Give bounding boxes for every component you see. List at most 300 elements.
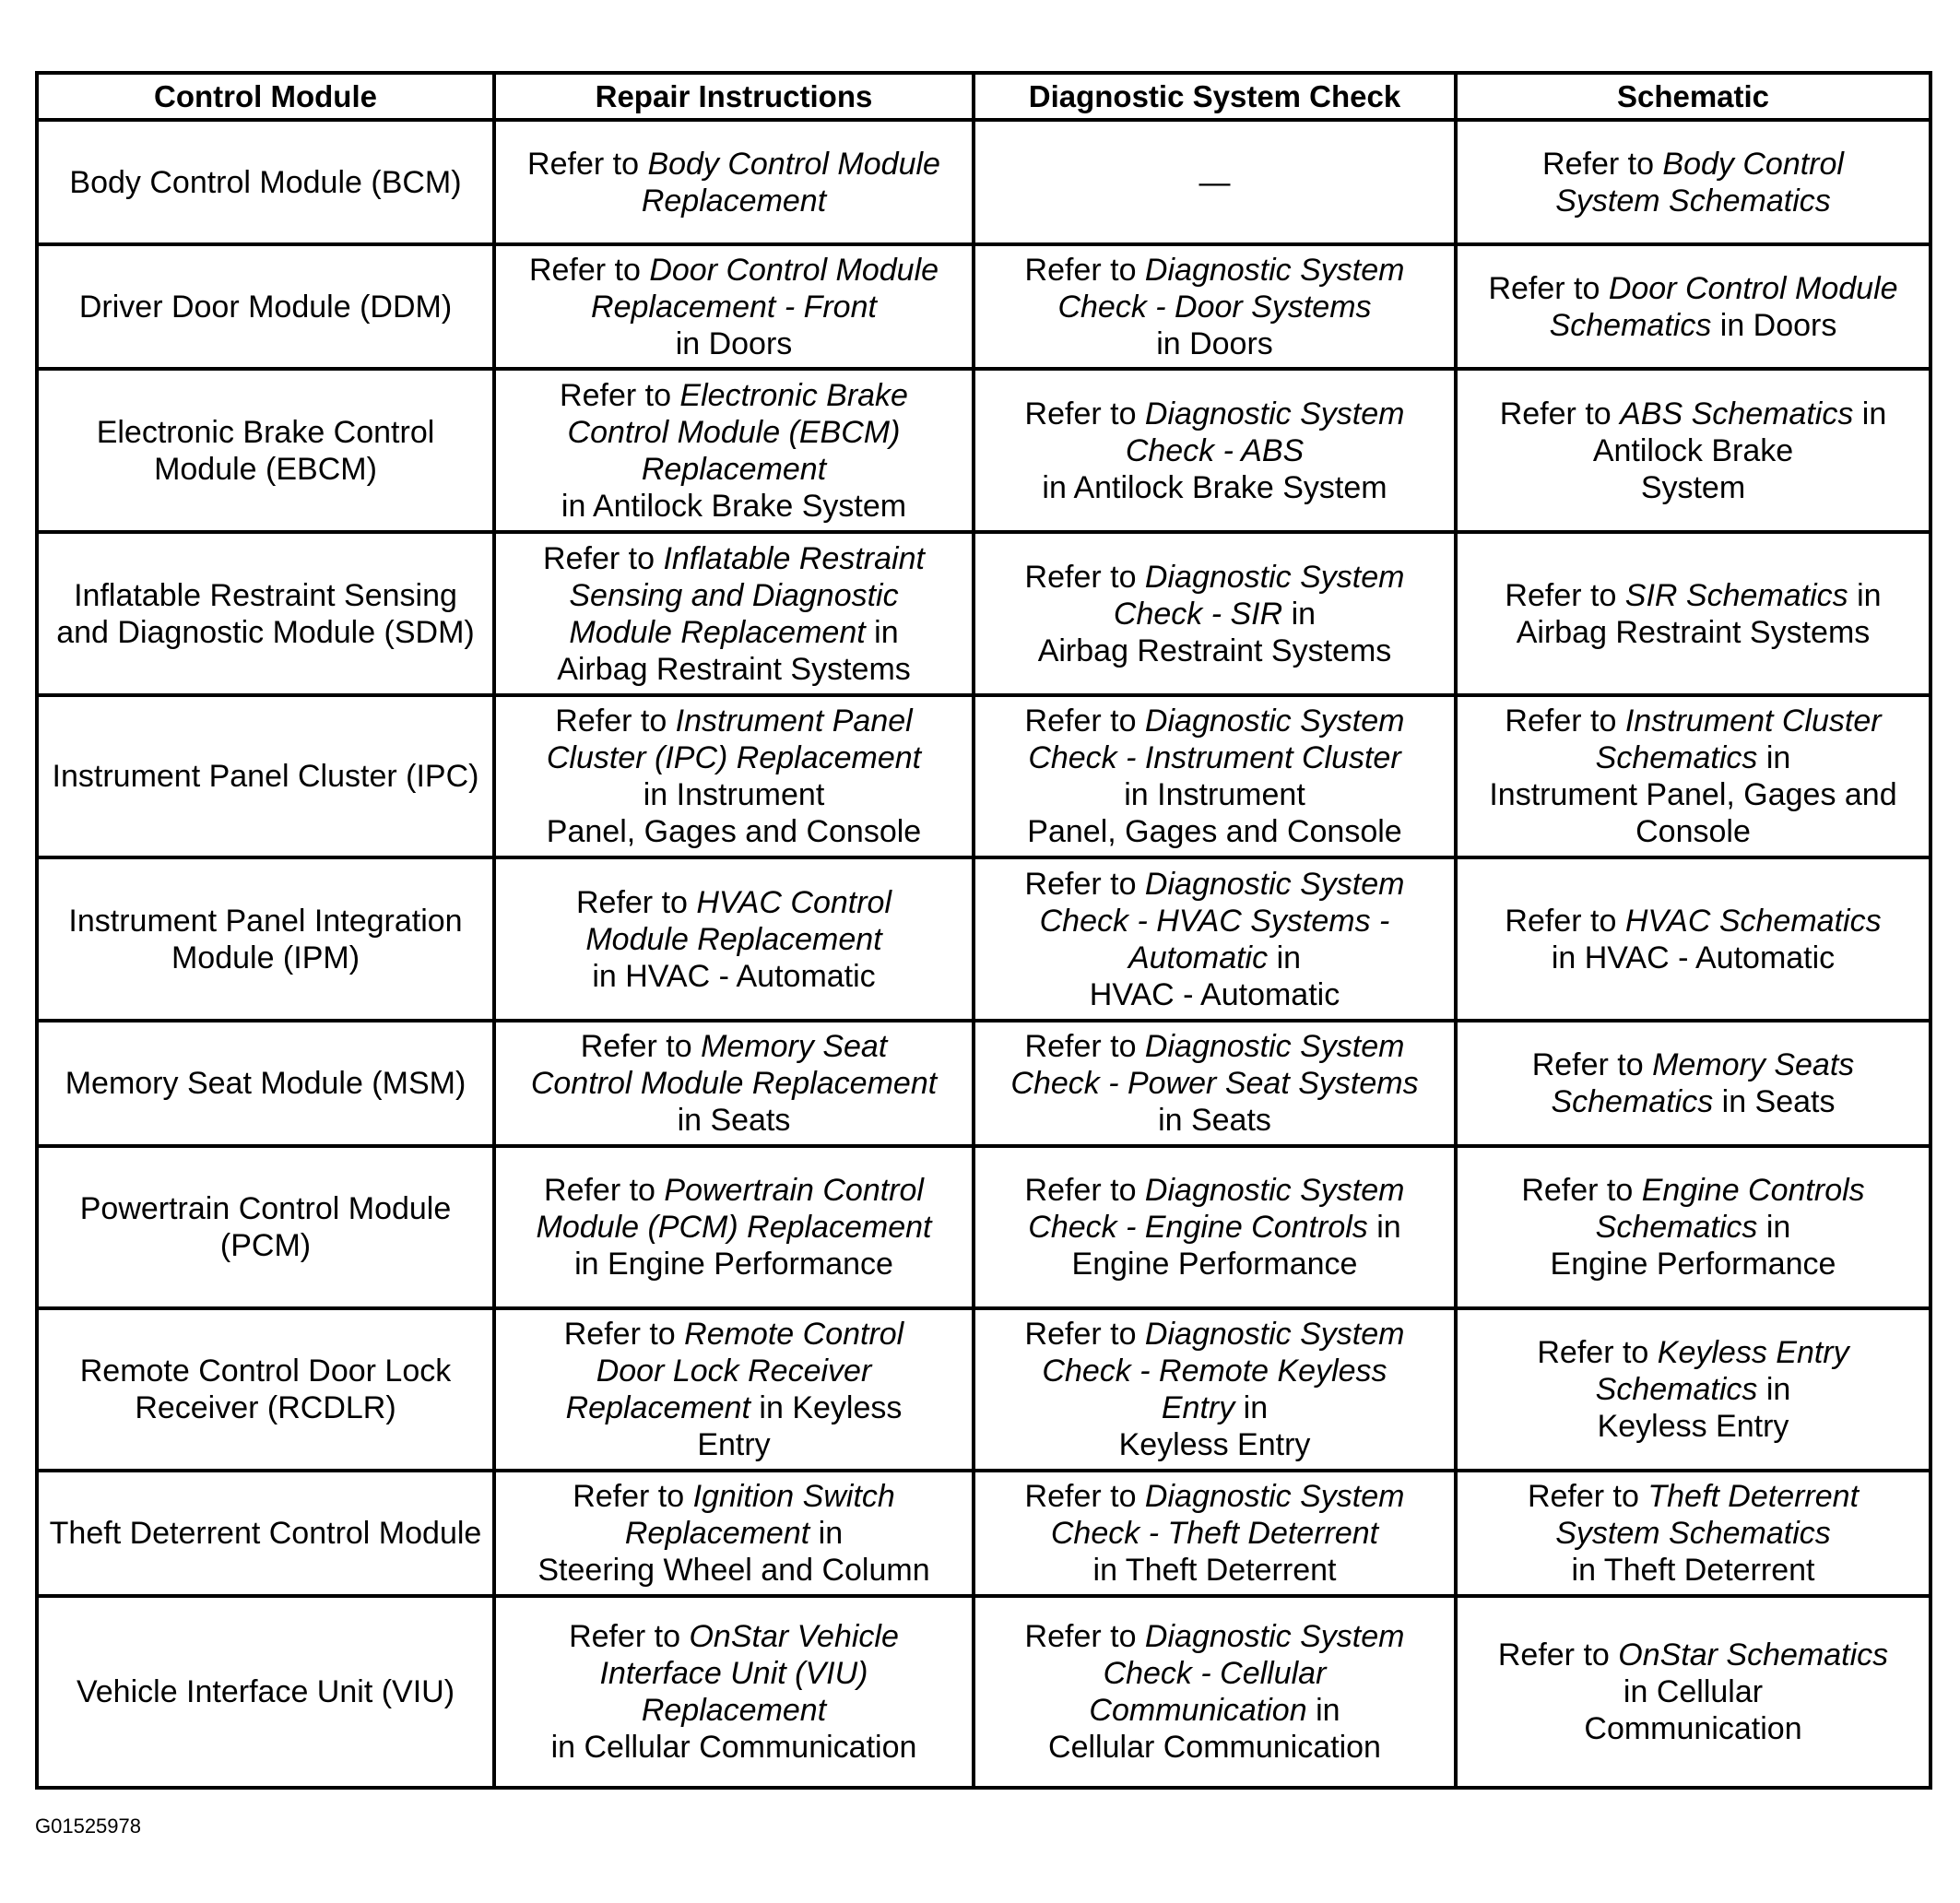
reference-text: in: [1757, 740, 1791, 775]
cell-repair: [494, 1146, 974, 1308]
cell-diagnostic: [974, 857, 1456, 1021]
reference-text: Refer to: [1537, 1335, 1658, 1370]
reference-text: in Doors: [1711, 307, 1837, 343]
reference-title: System Schematics: [1555, 183, 1831, 219]
reference-text: Console: [1635, 814, 1751, 849]
cell-line: [985, 396, 1445, 432]
cell-line: [1467, 1246, 1919, 1282]
cell-diagnostic: [974, 1596, 1456, 1788]
header-repair-instructions: Repair Instructions: [494, 73, 974, 120]
reference-text: Cellular Communication: [1048, 1730, 1381, 1765]
reference-text: in: [1853, 396, 1887, 431]
reference-title: Remote Control: [684, 1317, 904, 1352]
reference-title: Check - SIR: [1113, 596, 1283, 632]
reference-text: Refer to: [1497, 1637, 1619, 1673]
cell-schematic: [1456, 1021, 1930, 1146]
cell-repair: [494, 695, 974, 857]
reference-text: in HVAC - Automatic: [592, 958, 876, 994]
reference-text: Refer to: [544, 1173, 665, 1208]
reference-title: Memory Seat: [701, 1029, 888, 1064]
cell-line: [505, 921, 962, 958]
cell-line: [505, 1353, 962, 1389]
table-row: [37, 695, 1930, 857]
cell-line: [1467, 1552, 1919, 1589]
cell-line: [985, 469, 1445, 506]
cell-line: [985, 1618, 1445, 1655]
cell-line: [1467, 776, 1919, 813]
cell-diagnostic: [974, 532, 1456, 695]
reference-text: Refer to: [1024, 1029, 1145, 1064]
reference-title: Diagnostic System: [1144, 703, 1405, 739]
cell-line: [1467, 1083, 1919, 1120]
reference-text: Refer to: [1024, 1479, 1145, 1514]
cell-line: [1467, 270, 1919, 307]
reference-text: in Cellular Communication: [550, 1730, 917, 1765]
reference-title: System Schematics: [1555, 1516, 1831, 1551]
cell-line: [985, 739, 1445, 776]
cell-repair: [494, 532, 974, 695]
cell-diagnostic: [974, 1021, 1456, 1146]
cell-line: [505, 289, 962, 325]
reference-title: Replacement: [624, 1516, 810, 1551]
reference-title: Check - Remote Keyless: [1042, 1353, 1387, 1389]
cell-line: [1467, 903, 1919, 940]
cell-schematic: [1456, 857, 1930, 1021]
reference-text: Refer to: [1024, 559, 1145, 595]
cell-line: [1467, 1371, 1919, 1408]
reference-text: Airbag Restraint Systems: [1037, 632, 1392, 668]
cell-line: [1467, 703, 1919, 739]
table-body: [37, 120, 1930, 1788]
reference-title: Schematics: [1551, 1084, 1714, 1119]
reference-title: Powertrain Control: [664, 1173, 924, 1208]
cell-schematic: [1456, 1308, 1930, 1471]
reference-text: Refer to: [1542, 146, 1663, 182]
header-diagnostic-system-check: Diagnostic System Check: [974, 73, 1456, 120]
cell-line: [985, 813, 1445, 850]
reference-title: Inflatable Restraint: [663, 540, 925, 576]
cell-schematic: [1456, 1146, 1930, 1308]
reference-text: in: [1268, 940, 1302, 975]
reference-title: OnStar Schematics: [1618, 1637, 1889, 1673]
cell-line: [985, 903, 1445, 940]
reference-title: Diagnostic System: [1144, 866, 1405, 902]
cell-line: [1467, 614, 1919, 651]
reference-text: in Seats: [1158, 1103, 1271, 1138]
cell-line: [1467, 1408, 1919, 1445]
reference-text: Refer to: [1024, 1619, 1145, 1654]
cell-schematic: [1456, 1596, 1930, 1788]
cell-control-module: Theft Deterrent Control Module: [37, 1471, 494, 1596]
cell-control-module: Body Control Module (BCM): [37, 120, 494, 244]
reference-text: in: [1757, 1372, 1791, 1407]
cell-schematic: [1456, 695, 1930, 857]
reference-text: Refer to: [580, 1029, 702, 1064]
table-row: [37, 1471, 1930, 1596]
reference-title: Diagnostic System: [1144, 1029, 1405, 1064]
reference-text: in Theft Deterrent: [1571, 1553, 1815, 1588]
cell-line: [1467, 1209, 1919, 1246]
table-row: [37, 120, 1930, 244]
cell-line: [985, 1655, 1445, 1692]
cell-control-module: Vehicle Interface Unit (VIU): [37, 1596, 494, 1788]
reference-title: Replacement: [641, 451, 827, 487]
reference-title: Control Module (EBCM): [567, 414, 901, 450]
cell-line: [985, 1246, 1445, 1282]
reference-title: Memory Seats: [1652, 1047, 1855, 1082]
reference-title: Schematics: [1595, 740, 1758, 775]
reference-title: Check - Instrument Cluster: [1028, 740, 1401, 775]
cell-schematic: [1456, 369, 1930, 532]
reference-title: Schematics: [1549, 307, 1712, 343]
cell-line: [1467, 1172, 1919, 1209]
cell-line: [505, 1172, 962, 1209]
cell-line: [505, 577, 962, 614]
table-row: [37, 532, 1930, 695]
cell-line: [1467, 1478, 1919, 1515]
reference-title: Interface Unit (VIU): [599, 1656, 868, 1691]
cell-repair: [494, 1308, 974, 1471]
reference-text: in Seats: [677, 1103, 791, 1138]
reference-title: Diagnostic System: [1144, 396, 1405, 431]
reference-title: Engine Controls: [1641, 1173, 1865, 1208]
cell-line: [505, 1655, 962, 1692]
reference-text: in: [1848, 577, 1882, 613]
cell-control-module: Instrument Panel Integration Module (IPM): [37, 857, 494, 1021]
reference-title: Replacement: [641, 183, 827, 219]
reference-title: Body Control Module: [647, 146, 940, 182]
cell-control-module: Instrument Panel Cluster (IPC): [37, 695, 494, 857]
cell-diagnostic: [974, 1308, 1456, 1471]
cell-line: [505, 377, 962, 414]
module-reference-table: [35, 71, 1932, 1790]
reference-text: Refer to: [575, 884, 697, 920]
table-row: [37, 1146, 1930, 1308]
cell-line: [1467, 1673, 1919, 1710]
table-row: [37, 369, 1930, 532]
cell-line: [505, 252, 962, 289]
cell-line: [1467, 813, 1919, 850]
reference-text: System: [1640, 469, 1746, 505]
cell-diagnostic: [974, 695, 1456, 857]
reference-text: Steering Wheel and Column: [537, 1553, 930, 1588]
reference-text: Antilock Brake: [1592, 432, 1794, 468]
reference-text: Refer to: [1024, 703, 1145, 739]
cell-line: [1467, 396, 1919, 432]
reference-text: in Engine Performance: [574, 1247, 893, 1282]
reference-text: in Instrument: [643, 777, 825, 812]
reference-title: Check - Engine Controls: [1028, 1210, 1368, 1245]
cell-line: [985, 866, 1445, 903]
reference-title: Door Control Module: [1608, 270, 1898, 306]
reference-title: OnStar Vehicle: [689, 1619, 899, 1654]
cell-line: [985, 559, 1445, 596]
cell-line: [505, 884, 962, 921]
cell-line: [985, 325, 1445, 362]
cell-repair: [494, 1596, 974, 1788]
reference-text: in Seats: [1713, 1084, 1836, 1119]
reference-title: Door Control Module: [649, 252, 939, 288]
cell-line: [505, 451, 962, 488]
cell-line: [1467, 1515, 1919, 1552]
cell-repair: [494, 244, 974, 369]
reference-title: Instrument Cluster: [1624, 703, 1882, 739]
reference-title: Schematics: [1595, 1210, 1758, 1245]
reference-text: in: [1282, 596, 1317, 632]
cell-line: [985, 1065, 1445, 1102]
cell-line: [1467, 307, 1919, 344]
reference-title: Ignition Switch: [692, 1479, 895, 1514]
reference-text: in HVAC - Automatic: [1551, 940, 1836, 975]
cell-line: [985, 1102, 1445, 1139]
reference-text: in Antilock Brake System: [1042, 469, 1387, 505]
reference-title: Check - Theft Deterrent: [1050, 1516, 1379, 1551]
cell-schematic: [1456, 244, 1930, 369]
cell-line: [1467, 432, 1919, 469]
reference-text: in: [809, 1516, 844, 1551]
cell-line: [985, 1729, 1445, 1766]
reference-title: Control Module Replacement: [530, 1066, 938, 1101]
reference-text: Refer to: [543, 540, 664, 576]
cell-line: [1467, 1710, 1919, 1747]
cell-line: [505, 776, 962, 813]
cell-line: [505, 958, 962, 995]
cell-line: [505, 1102, 962, 1139]
cell-line: [985, 1478, 1445, 1515]
reference-text: Refer to: [1505, 577, 1625, 613]
cell-line: [985, 432, 1445, 469]
reference-text: Refer to: [1527, 1479, 1648, 1514]
reference-title: Module Replacement: [585, 921, 882, 957]
reference-text: Refer to: [1505, 903, 1625, 939]
reference-text: Refer to: [560, 377, 680, 413]
reference-text: Refer to: [527, 146, 648, 182]
table-row: [37, 1596, 1930, 1788]
reference-title: Module Replacement: [569, 614, 866, 650]
table-row: [37, 857, 1930, 1021]
reference-text: Keyless Entry: [1118, 1427, 1311, 1462]
reference-text: in: [1234, 1390, 1269, 1425]
cell-diagnostic: [974, 1471, 1456, 1596]
reference-text: Refer to: [1488, 270, 1609, 306]
cell-repair: [494, 1471, 974, 1596]
reference-title: Communication: [1089, 1693, 1307, 1728]
cell-diagnostic: [974, 1146, 1456, 1308]
cell-line: [985, 164, 1445, 201]
cell-line: [505, 1028, 962, 1065]
header-control-module: Control Module: [37, 73, 494, 120]
cell-line: [985, 1172, 1445, 1209]
reference-text: in Doors: [675, 325, 793, 361]
cell-schematic: [1456, 532, 1930, 695]
cell-line: [985, 289, 1445, 325]
reference-title: Theft Deterrent: [1647, 1479, 1860, 1514]
reference-title: Entry: [1161, 1390, 1235, 1425]
reference-text: Panel, Gages and Console: [1027, 814, 1402, 849]
cell-line: [505, 813, 962, 850]
cell-diagnostic: [974, 120, 1456, 244]
cell-line: [505, 146, 962, 183]
cell-line: [985, 1692, 1445, 1729]
cell-repair: [494, 120, 974, 244]
cell-line: [505, 414, 962, 451]
cell-line: [985, 1515, 1445, 1552]
cell-line: [1467, 739, 1919, 776]
reference-title: Diagnostic System: [1144, 559, 1405, 595]
reference-title: Diagnostic System: [1144, 252, 1405, 288]
reference-text: Instrument Panel, Gages and: [1489, 777, 1897, 812]
reference-title: Check - HVAC Systems -: [1039, 903, 1390, 939]
cell-line: [505, 1426, 962, 1463]
reference-text: in Doors: [1156, 325, 1273, 361]
reference-title: Body Control: [1662, 146, 1844, 182]
reference-text: HVAC - Automatic: [1089, 976, 1340, 1012]
reference-text: Refer to: [1499, 396, 1621, 431]
cell-line: [985, 1389, 1445, 1426]
reference-text: —: [1198, 164, 1231, 200]
reference-text: in Theft Deterrent: [1092, 1553, 1337, 1588]
cell-control-module: Powertrain Control Module (PCM): [37, 1146, 494, 1308]
cell-line: [505, 1065, 962, 1102]
cell-line: [505, 651, 962, 688]
cell-line: [505, 614, 962, 651]
reference-title: Schematics: [1595, 1372, 1758, 1407]
cell-line: [505, 1246, 962, 1282]
cell-line: [985, 596, 1445, 632]
reference-text: Refer to: [573, 1479, 693, 1514]
reference-text: in Antilock Brake System: [561, 488, 907, 524]
cell-line: [505, 1209, 962, 1246]
reference-text: Refer to: [1024, 866, 1145, 902]
reference-text: in Cellular: [1623, 1674, 1764, 1709]
reference-title: Replacement: [641, 1693, 827, 1728]
reference-text: Engine Performance: [1550, 1247, 1836, 1282]
reference-title: Diagnostic System: [1144, 1317, 1405, 1352]
cell-control-module: Remote Control Door Lock Receiver (RCDLR): [37, 1308, 494, 1471]
cell-line: [505, 488, 962, 525]
reference-title: HVAC Schematics: [1624, 903, 1882, 939]
cell-line: [1467, 940, 1919, 976]
cell-line: [985, 1209, 1445, 1246]
cell-line: [1467, 577, 1919, 614]
reference-text: in: [1306, 1693, 1340, 1728]
reference-title: Door Lock Receiver: [596, 1353, 872, 1389]
cell-line: [505, 183, 962, 219]
reference-text: Engine Performance: [1071, 1247, 1358, 1282]
reference-title: Cluster (IPC) Replacement: [546, 740, 922, 775]
reference-title: Diagnostic System: [1144, 1479, 1405, 1514]
cell-line: [1467, 183, 1919, 219]
reference-title: Keyless Entry: [1657, 1335, 1849, 1370]
cell-line: [985, 1316, 1445, 1353]
cell-control-module: Inflatable Restraint Sensing and Diagnostic Module (SDM): [37, 532, 494, 695]
reference-title: Check - ABS: [1125, 432, 1305, 468]
reference-text: Entry: [697, 1427, 771, 1462]
cell-control-module: Memory Seat Module (MSM): [37, 1021, 494, 1146]
cell-line: [985, 632, 1445, 669]
cell-line: [505, 1692, 962, 1729]
cell-line: [985, 1426, 1445, 1463]
reference-text: Refer to: [528, 252, 650, 288]
cell-line: [505, 1515, 962, 1552]
reference-title: Check - Door Systems: [1057, 289, 1372, 325]
reference-text: in Keyless: [750, 1390, 903, 1425]
cell-line: [505, 540, 962, 577]
reference-text: Airbag Restraint Systems: [557, 651, 911, 687]
reference-title: Check - Power Seat Systems: [1010, 1066, 1419, 1101]
figure-id: G01525978: [35, 1814, 141, 1838]
cell-schematic: [1456, 1471, 1930, 1596]
reference-text: Airbag Restraint Systems: [1516, 614, 1871, 650]
reference-text: in: [865, 614, 899, 650]
cell-line: [505, 1389, 962, 1426]
reference-text: Refer to: [1505, 703, 1625, 739]
reference-text: Refer to: [1024, 252, 1145, 288]
cell-line: [985, 1353, 1445, 1389]
cell-line: [1467, 146, 1919, 183]
reference-title: Diagnostic System: [1144, 1173, 1405, 1208]
cell-line: [985, 940, 1445, 976]
reference-text: Refer to: [569, 1619, 690, 1654]
reference-title: Replacement - Front: [591, 289, 877, 325]
reference-text: in: [1367, 1210, 1401, 1245]
reference-text: in Instrument: [1124, 777, 1305, 812]
reference-title: ABS Schematics: [1620, 396, 1854, 431]
reference-title: Automatic: [1128, 940, 1269, 975]
cell-schematic: [1456, 120, 1930, 244]
reference-title: Electronic Brake: [679, 377, 908, 413]
reference-title: SIR Schematics: [1624, 577, 1848, 613]
reference-title: Check - Cellular: [1103, 1656, 1327, 1691]
cell-repair: [494, 857, 974, 1021]
reference-title: HVAC Control: [696, 884, 892, 920]
cell-line: [1467, 469, 1919, 506]
table-row: [37, 244, 1930, 369]
cell-line: [1467, 1637, 1919, 1673]
cell-line: [505, 1316, 962, 1353]
cell-repair: [494, 1021, 974, 1146]
table-header-row: [37, 73, 1930, 120]
cell-line: [985, 252, 1445, 289]
reference-text: Communication: [1584, 1711, 1802, 1746]
header-schematic: Schematic: [1456, 73, 1930, 120]
cell-line: [505, 703, 962, 739]
reference-text: Refer to: [555, 703, 676, 739]
cell-diagnostic: [974, 369, 1456, 532]
cell-line: [985, 703, 1445, 739]
cell-line: [985, 1552, 1445, 1589]
reference-text: Refer to: [1521, 1173, 1642, 1208]
cell-line: [505, 1552, 962, 1589]
cell-line: [985, 1028, 1445, 1065]
cell-line: [505, 1729, 962, 1766]
reference-text: Refer to: [1024, 1173, 1145, 1208]
reference-text: Refer to: [1024, 396, 1145, 431]
reference-text: Panel, Gages and Console: [546, 814, 922, 849]
cell-line: [1467, 1046, 1919, 1083]
cell-control-module: Driver Door Module (DDM): [37, 244, 494, 369]
cell-repair: [494, 369, 974, 532]
cell-line: [505, 739, 962, 776]
cell-diagnostic: [974, 244, 1456, 369]
reference-text: Refer to: [1531, 1047, 1653, 1082]
cell-line: [505, 325, 962, 362]
cell-line: [985, 776, 1445, 813]
table-row: [37, 1021, 1930, 1146]
cell-line: [985, 976, 1445, 1013]
reference-text: Refer to: [563, 1317, 685, 1352]
cell-line: [1467, 1334, 1919, 1371]
